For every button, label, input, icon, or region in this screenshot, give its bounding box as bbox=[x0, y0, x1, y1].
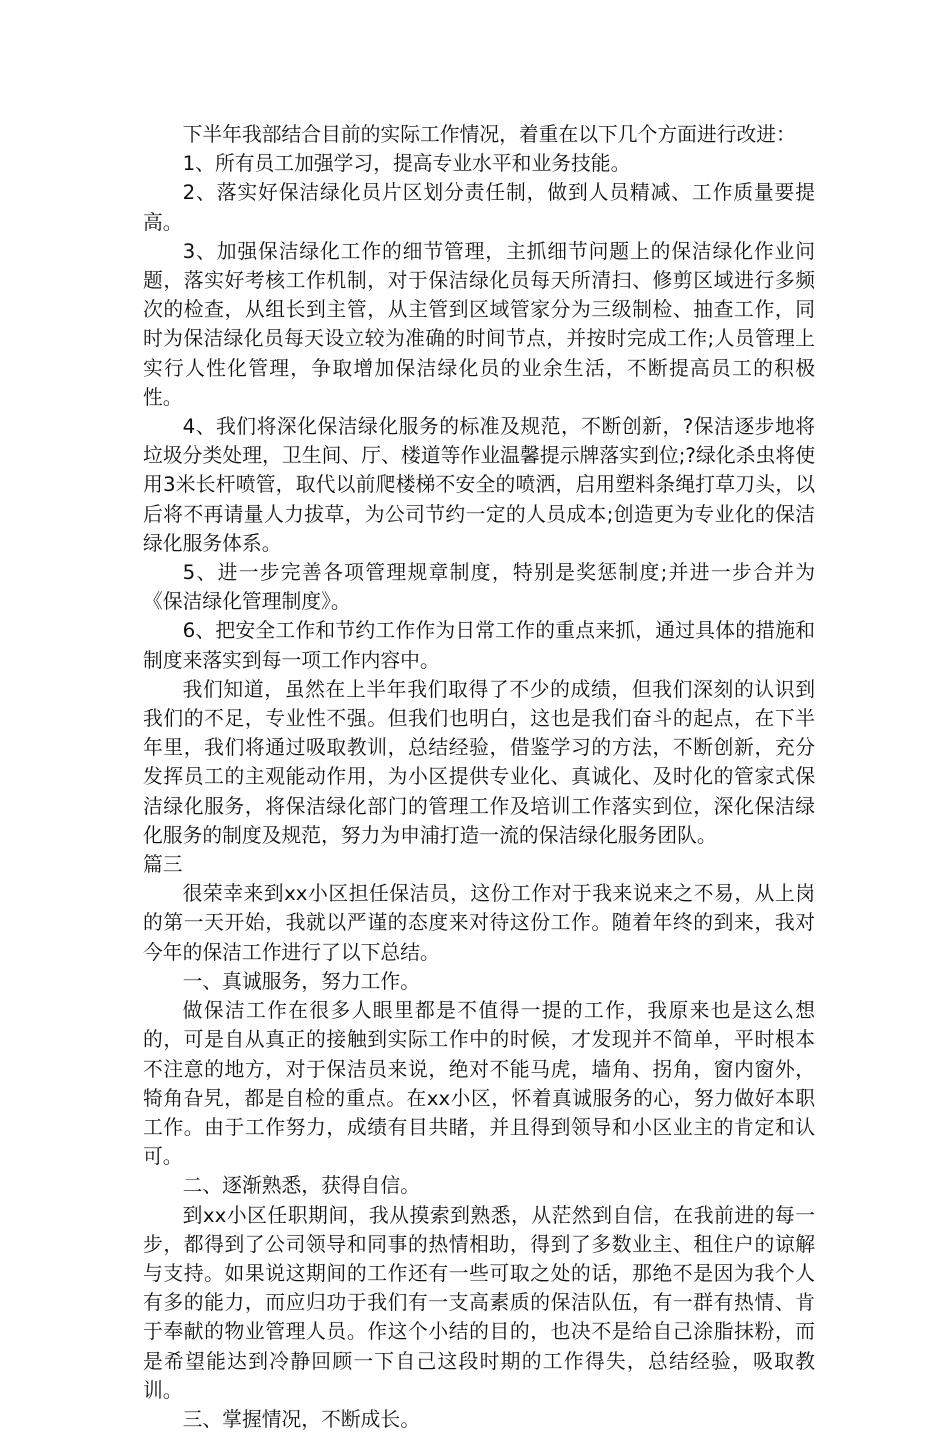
list-item-1: 1、所有员工加强学习，提高专业水平和业务技能。 bbox=[182, 152, 631, 176]
summary-paragraph: 我们知道，虽然在上半年我们取得了不少的成绩，但我们深刻的认识到我们的不足，专业性不强。但我们也明白，这也是我们奋斗的起点，在下半年里，我们将通过吸取教训，总结经验，借鉴学习的方法，不断创新，充分发挥员工的主观能动作用，为小区提供专业化、真诚化、及时化的管家式保洁绿化服务，将保洁绿化部门的管理工作及培训工作落实到位，深化保洁绿化服务的制度及规范，努力为申浦打造一流的保洁绿化服务团队。 bbox=[143, 677, 815, 847]
section-two-paragraph: 到xx小区任职期间，我从摸索到熟悉，从茫然到自信，在我前进的每一步，都得到了公司领导和同事的热情相助，得到了多数业主、租住户的谅解与支持。如果说这期间的工作还有一些可取之处的话，那绝不是因为我个人有多的能力，而应归功于我们有一支高素质的保洁队伍，有一群有热情、肯于奉献的物业管理人员。作这个小结的目的，也决不是给自己涂脂抹粉，而是希望能达到冷静回顾一下自己这段时期的工作得失，总结经验，吸取教训。 bbox=[143, 1203, 815, 1402]
list-item-2: 2、落实好保洁绿化员片区划分责任制，做到人员精减、工作质量要提高。 bbox=[143, 181, 815, 234]
list-item-3: 3、加强保洁绿化工作的细节管理，主抓细节问题上的保洁绿化作业问题，落实好考核工作机制，对于保洁绿化员每天所清扫、修剪区域进行多频次的检查，从组长到主管，从主管到区域管家分为三级制检、抽查工作，同时为保洁绿化员每天设立较为准确的时间节点，并按时完成工作;人员管理上实行人性化管理，争取增加保洁绿化员的业余生活，不断提高员工的积极性。 bbox=[143, 239, 815, 409]
subheading-two: 二、逐渐熟悉，获得自信。 bbox=[182, 1174, 420, 1198]
list-item-5: 5、进一步完善各项管理规章制度，特别是奖惩制度;并进一步合并为《保洁绿化管理制度》。 bbox=[143, 561, 815, 614]
list-item-4: 4、我们将深化保洁绿化服务的标准及规范，不断创新，?保洁逐步地将垃圾分类处理，卫生间、厅、楼道等作业温馨提示牌落实到位;?绿化杀虫将使用3米长杆喷管，取代以前爬楼梯不安全的喷洒，启用塑料条绳打草刀头，以后将不再请量人力拔草，为公司节约一定的人员成本;创造更为专业化的保洁绿化服务体系。 bbox=[143, 415, 815, 555]
part-three-intro-paragraph: 很荣幸来到xx小区担任保洁员，这份工作对于我来说来之不易，从上岗的第一天开始，我就以严谨的态度来对待这份工作。随着年终的到来，我对今年的保洁工作进行了以下总结。 bbox=[143, 882, 815, 964]
subheading-one: 一、真诚服务，努力工作。 bbox=[182, 969, 420, 993]
section-heading-part-three: 篇三 bbox=[143, 853, 183, 877]
list-item-6: 6、把安全工作和节约工作作为日常工作的重点来抓，通过具体的措施和制度来落实到每一项工作内容中。 bbox=[143, 619, 815, 672]
subheading-three: 三、掌握情况，不断成长。 bbox=[182, 1407, 420, 1431]
intro-paragraph: 下半年我部结合目前的实际工作情况，着重在以下几个方面进行改进： bbox=[182, 123, 796, 146]
document-page bbox=[143, 120, 815, 1434]
section-one-paragraph: 做保洁工作在很多人眼里都是不值得一提的工作，我原来也是这么想的，可是自从真正的接触到实际工作中的时候，才发现并不简单，平时根本不注意的地方，对于保洁员来说，绝对不能马虎，墙角、拐角，窗内窗外，犄角旮旯，都是自检的重点。在xx小区，怀着真诚服务的心，努力做好本职工作。由于工作努力，成绩有目共睹，并且得到领导和小区业主的肯定和认可。 bbox=[143, 999, 815, 1169]
